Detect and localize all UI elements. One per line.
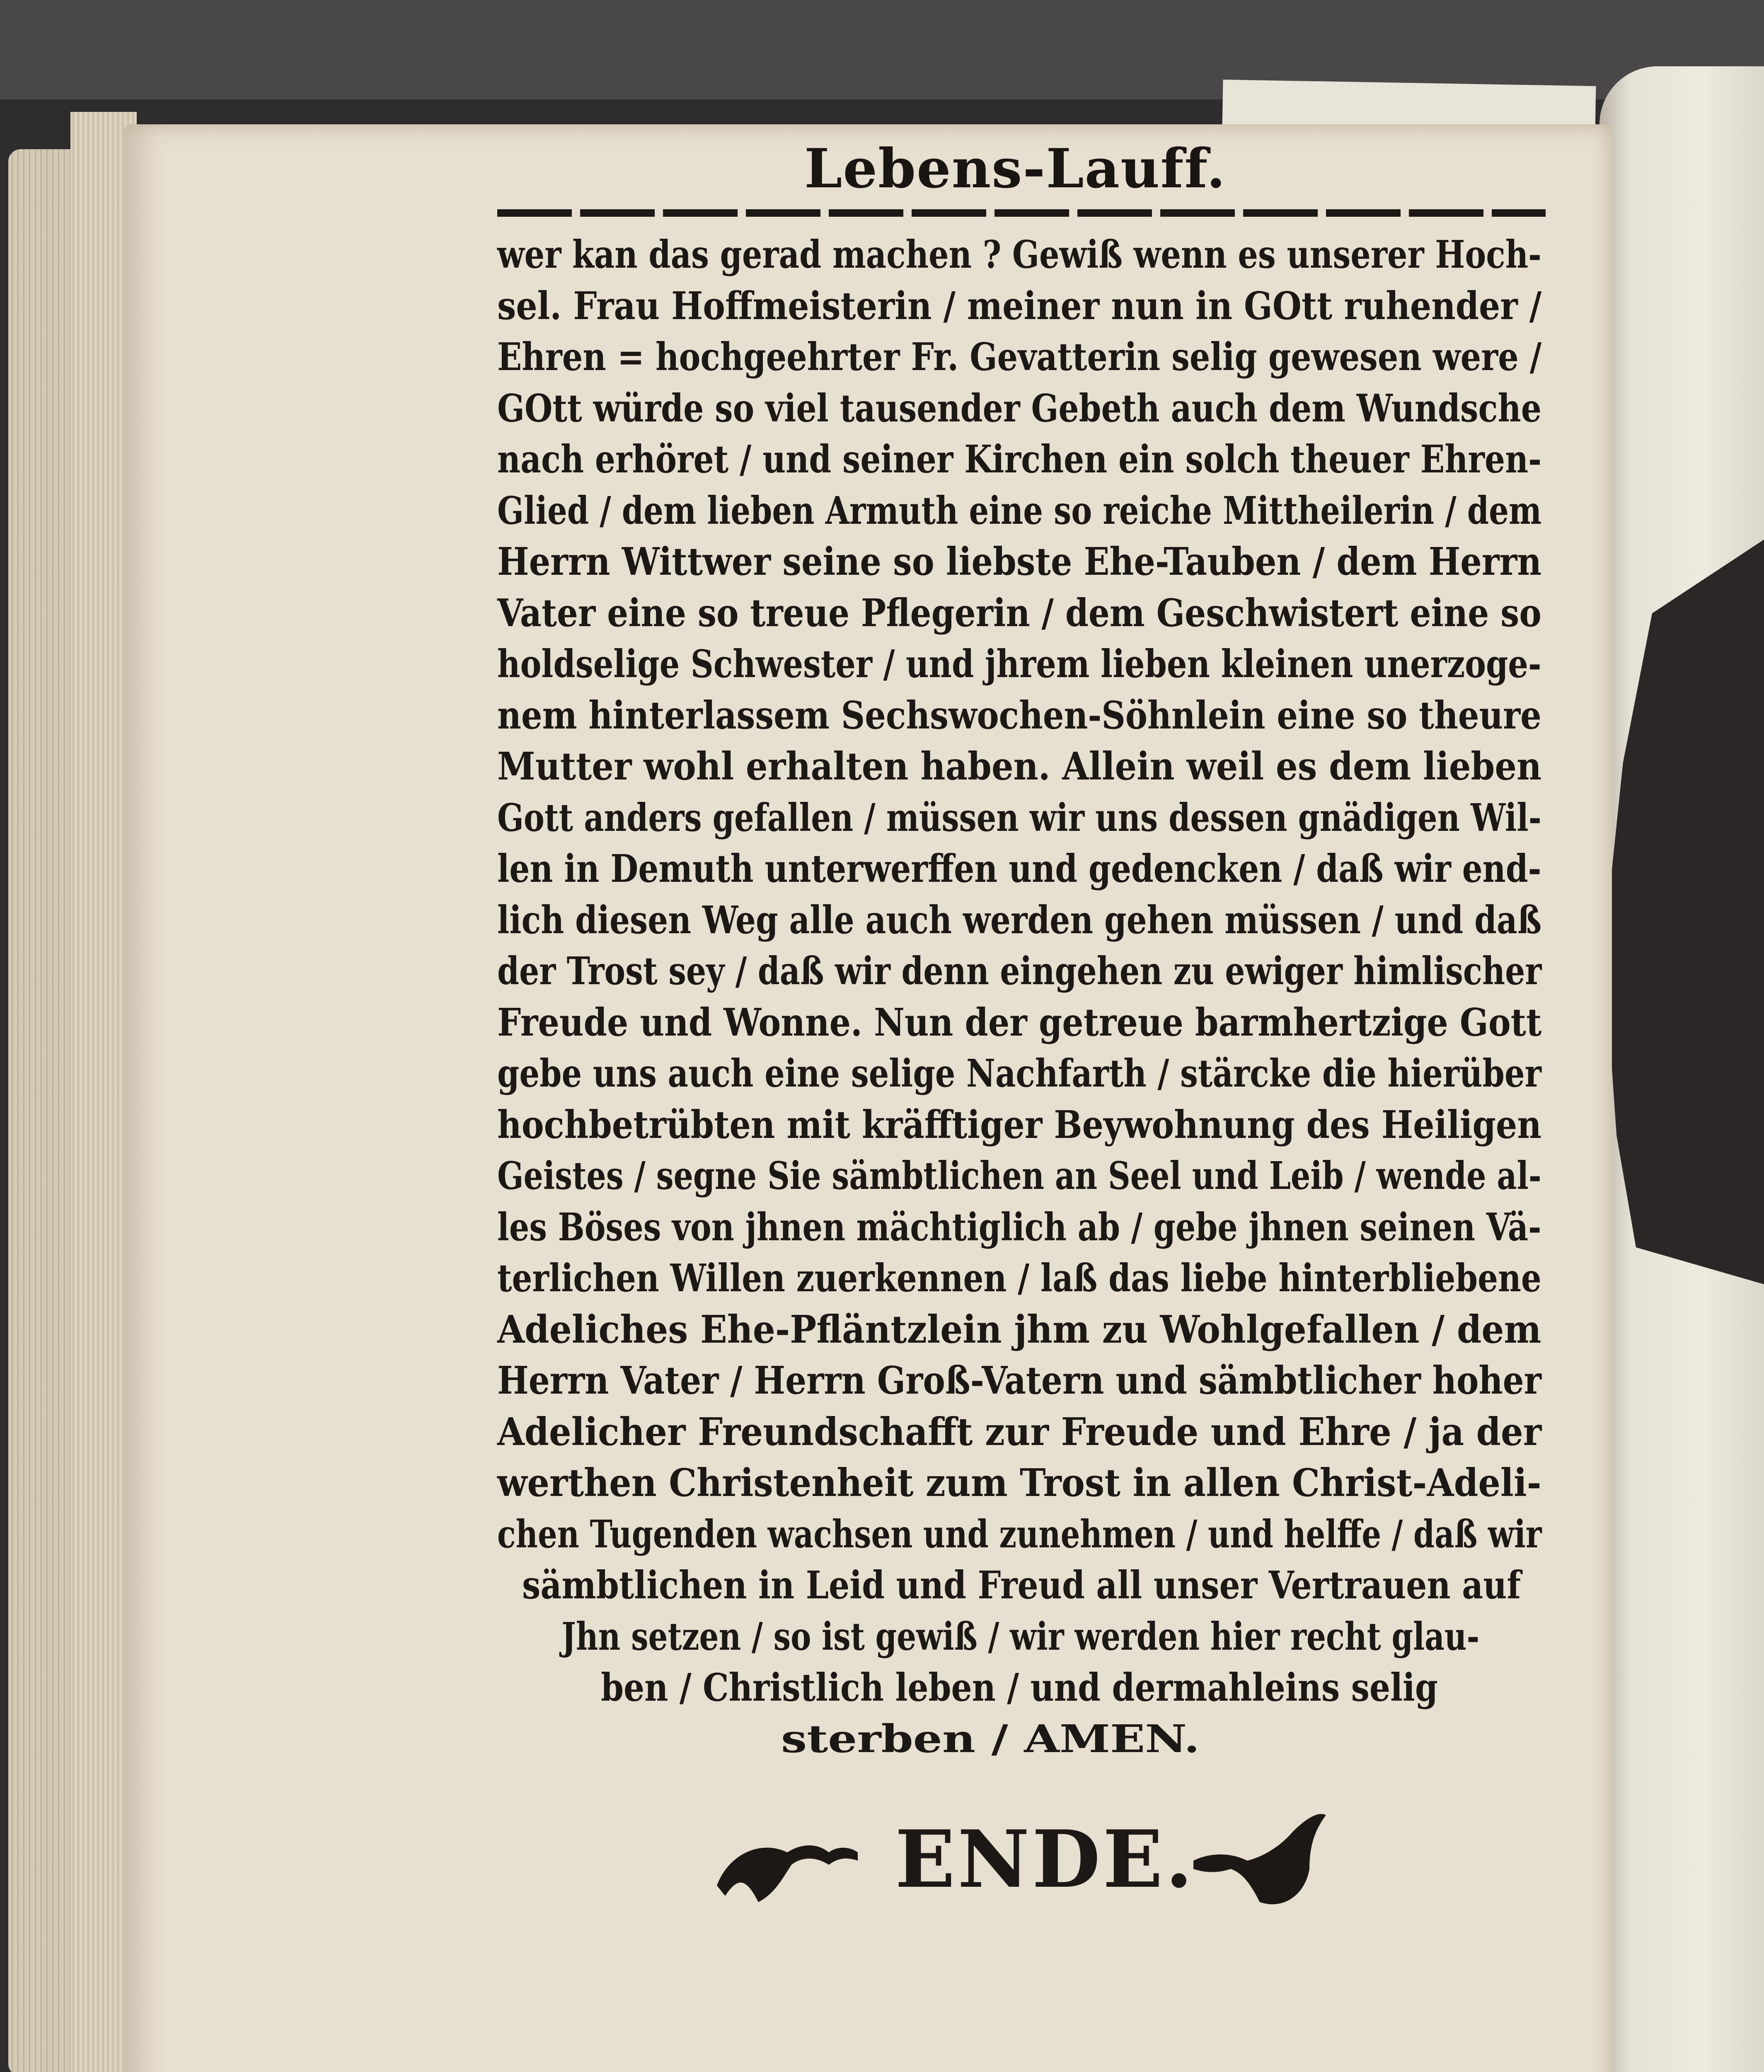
text-line: Jhn setzen / so ist gewiß / wir werden hier recht glau- (561, 1614, 1480, 1659)
text-line: sämbtlichen in Leid und Freud all unser Vertrauen auf (522, 1563, 1521, 1607)
text-line: werthen Christenheit zum Trost in allen Christ-Adeli- (497, 1460, 1541, 1505)
text-line: chen Tugenden wachsen und zunehmen / und helffe / daß wir (497, 1511, 1542, 1556)
running-head: Lebens-Lauff. (804, 137, 1226, 200)
text-line: sel. Frau Hoffmeisterin / meiner nun in GOtt ruhender / (497, 283, 1542, 328)
text-line: Mutter wohl erhalten haben. Allein weil es dem lieben (497, 744, 1542, 789)
text-line: terlichen Willen zuerkennen / laß das liebe hinterbliebene (497, 1256, 1541, 1300)
text-line: Gott anders gefallen / müssen wir uns dessen gnädigen Wil- (497, 795, 1541, 840)
text-line: Vater eine so treue Pflegerin / dem Geschwistert eine so (497, 590, 1541, 635)
right-fleuron-icon (1193, 1814, 1326, 1904)
text-line: Herrn Wittwer seine so liebste Ehe-Tauben / dem Herrn (497, 539, 1542, 584)
text-line: ben / Christlich leben / und dermahleins selig (601, 1665, 1438, 1710)
header-rule (497, 209, 1546, 217)
text-line: Adelicher Freundschafft zur Freude und Ehre / ja der (497, 1409, 1542, 1454)
left-fleuron-icon (717, 1845, 858, 1902)
text-line: gebe uns auch eine selige Nachfarth / stärcke die hierüber (497, 1051, 1541, 1096)
text-line: Herrn Vater / Herrn Groß-Vatern und sämbtlicher hoher (497, 1358, 1541, 1403)
finis-text: ENDE. (895, 1813, 1195, 1905)
text-line: Geistes / segne Sie sämbtlichen an Seel und Leib / wende al- (497, 1153, 1541, 1198)
text-line: nach erhöret / und seiner Kirchen ein solch theuer Ehren- (497, 437, 1542, 482)
text-line: Ehren = hochgeehrter Fr. Gevatterin selig gewesen were / (497, 334, 1542, 379)
text-line: Freude und Wonne. Nun der getreue barmhertzige Gott (497, 1000, 1542, 1045)
text-line: sterben / AMEN. (781, 1716, 1200, 1761)
text-line: Adeliches Ehe-Pfläntzlein jhm zu Wohlgefallen / dem (497, 1307, 1541, 1352)
text-line: les Böses von jhnen mächtiglich ab / gebe jhnen seinen Vä- (497, 1204, 1541, 1249)
text-line: holdselige Schwester / und jhrem lieben kleinen unerzoge- (497, 641, 1541, 686)
text-line: lich diesen Weg alle auch werden gehen müssen / und daß (497, 897, 1542, 942)
text-line: nem hinterlassem Sechswochen-Söhnlein eine so theure (497, 692, 1541, 738)
text-line: der Trost sey / daß wir denn eingehen zu ewiger himlischer (497, 949, 1542, 993)
text-line: wer kan das gerad machen ? Gewiß wenn es unserer Hoch- (497, 232, 1541, 277)
text-line: Glied / dem lieben Armuth eine so reiche Mittheilerin / dem (497, 488, 1542, 533)
text-line: hochbetrübten mit kräfftiger Beywohnung des Heiligen (497, 1102, 1541, 1147)
text-line: GOtt würde so viel tausender Gebeth auch dem Wundsche (497, 385, 1541, 431)
text-line: len in Demuth unterwerffen und gedencken / daß wir end- (497, 846, 1541, 891)
